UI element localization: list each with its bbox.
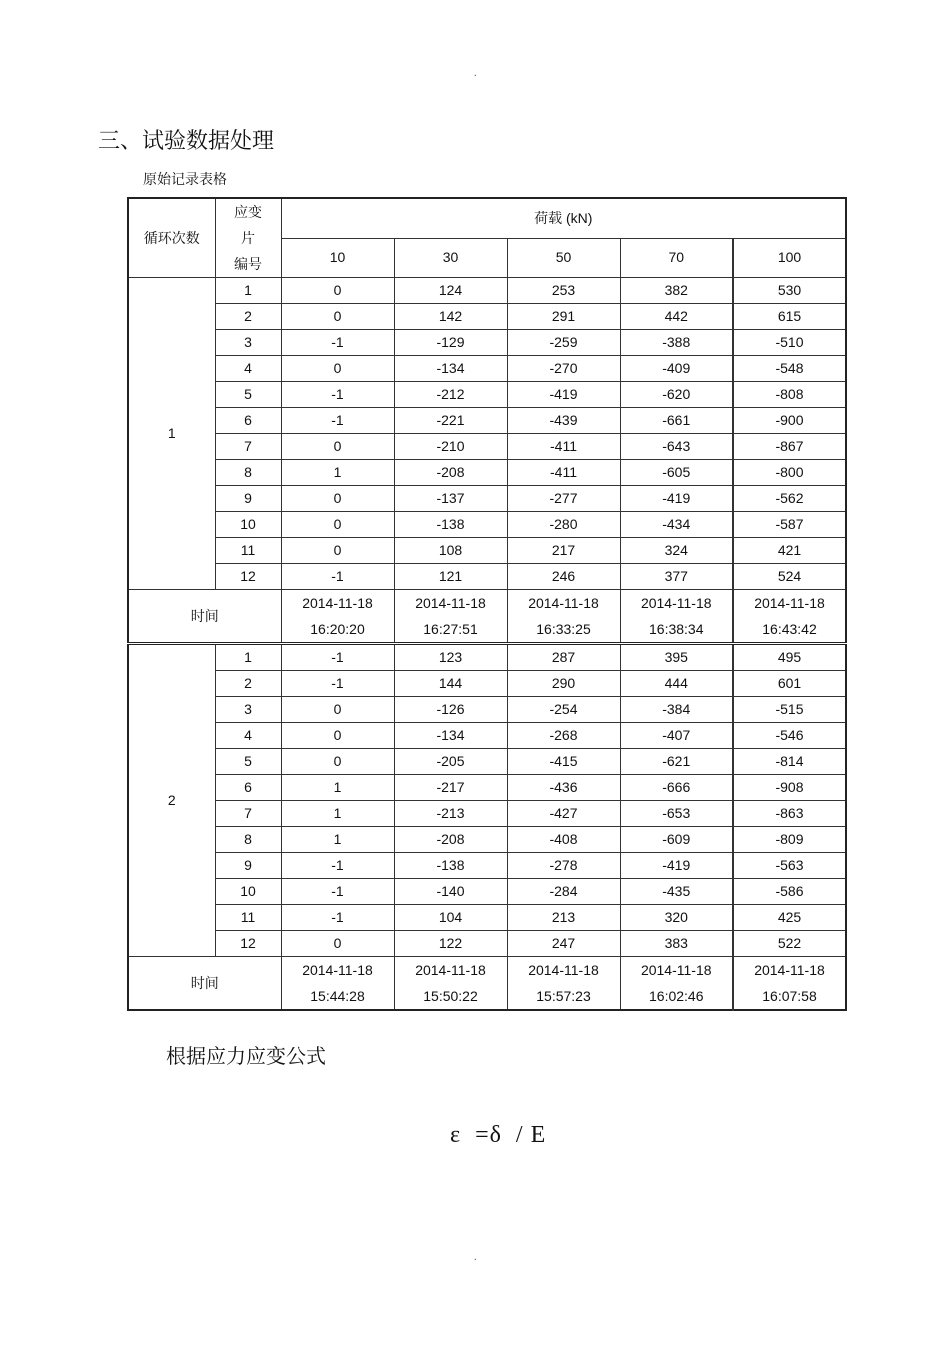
table-row (128, 801, 846, 827)
strain-value: -140 (394, 879, 507, 905)
strain-value: -407 (620, 723, 733, 749)
strain-value: -419 (507, 382, 620, 408)
timestamp-time: 16:27:51 (423, 621, 478, 637)
gauge-id: 9 (215, 486, 281, 512)
strain-value: -661 (620, 408, 733, 434)
timestamp-time: 16:02:46 (649, 988, 704, 1004)
table-row (128, 382, 846, 408)
strain-value: -411 (507, 460, 620, 486)
strain-value: 213 (507, 905, 620, 931)
strain-value: -217 (394, 775, 507, 801)
timestamp-cell (620, 590, 733, 644)
time-row (128, 957, 846, 1011)
strain-value: 524 (733, 564, 846, 590)
cycle-number: 1 (128, 278, 215, 590)
strain-value: 0 (281, 434, 394, 460)
time-label: 时间 (128, 590, 281, 644)
strain-value: -280 (507, 512, 620, 538)
strain-value: 104 (394, 905, 507, 931)
timestamp-time: 16:33:25 (536, 621, 591, 637)
header-gauge-line3: 编号 (234, 256, 262, 272)
gauge-id: 5 (215, 382, 281, 408)
strain-value: -1 (281, 382, 394, 408)
gauge-id: 1 (215, 278, 281, 304)
strain-value: 444 (620, 671, 733, 697)
strain-value: -1 (281, 905, 394, 931)
strain-value: 425 (733, 905, 846, 931)
strain-value: 0 (281, 749, 394, 775)
gauge-id: 11 (215, 538, 281, 564)
timestamp-date: 2014-11-18 (640, 595, 712, 611)
strain-value: 287 (507, 644, 620, 671)
strain-value: -277 (507, 486, 620, 512)
strain-value: 124 (394, 278, 507, 304)
strain-value: 382 (620, 278, 733, 304)
section-title: 三、试验数据处理 (98, 129, 275, 154)
timestamp-cell (733, 590, 846, 644)
gauge-id: 4 (215, 723, 281, 749)
table-row (128, 564, 846, 590)
table-row (128, 644, 846, 671)
table-row (128, 723, 846, 749)
timestamp-date: 2014-11-18 (302, 962, 373, 978)
strain-value: 601 (733, 671, 846, 697)
time-row (128, 590, 846, 644)
strain-value: -270 (507, 356, 620, 382)
timestamp-time: 15:44:28 (310, 988, 365, 1004)
strain-value: 122 (394, 931, 507, 957)
strain-value: 530 (733, 278, 846, 304)
timestamp-date: 2014-11-18 (754, 595, 825, 611)
strain-value: -384 (620, 697, 733, 723)
timestamp-cell (394, 590, 507, 644)
gauge-id: 12 (215, 931, 281, 957)
cycle-number: 2 (128, 644, 215, 957)
strain-value: -605 (620, 460, 733, 486)
strain-value: -1 (281, 408, 394, 434)
strain-value: -284 (507, 879, 620, 905)
timestamp-time: 16:38:34 (649, 621, 704, 637)
strain-value: 0 (281, 356, 394, 382)
strain-value: -1 (281, 330, 394, 356)
strain-value: -434 (620, 512, 733, 538)
strain-value: 495 (733, 644, 846, 671)
table-row (128, 512, 846, 538)
timestamp-time: 16:07:58 (762, 988, 817, 1004)
gauge-id: 2 (215, 671, 281, 697)
table-row (128, 931, 846, 957)
strain-value: -809 (733, 827, 846, 853)
gauge-id: 6 (215, 775, 281, 801)
strain-value: 1 (281, 775, 394, 801)
strain-value: 0 (281, 486, 394, 512)
timestamp-cell (733, 957, 846, 1011)
strain-value: -1 (281, 853, 394, 879)
strain-value: 0 (281, 931, 394, 957)
table-row (128, 749, 846, 775)
strain-value: -620 (620, 382, 733, 408)
header-gauge (215, 198, 281, 278)
table-row (128, 775, 846, 801)
strain-value: -814 (733, 749, 846, 775)
timestamp-time: 16:43:42 (762, 621, 817, 637)
page-top-mark: . (474, 68, 477, 79)
strain-value: -800 (733, 460, 846, 486)
gauge-id: 8 (215, 460, 281, 486)
strain-value: -427 (507, 801, 620, 827)
strain-value: -259 (507, 330, 620, 356)
strain-value: 0 (281, 304, 394, 330)
strain-value: 615 (733, 304, 846, 330)
strain-value: -278 (507, 853, 620, 879)
strain-value: 324 (620, 538, 733, 564)
strain-value: 0 (281, 512, 394, 538)
strain-value: -653 (620, 801, 733, 827)
strain-value: -510 (733, 330, 846, 356)
timestamp-time: 15:50:22 (423, 988, 478, 1004)
timestamp-time: 15:57:23 (536, 988, 591, 1004)
strain-value: -546 (733, 723, 846, 749)
strain-value: -254 (507, 697, 620, 723)
strain-value: -587 (733, 512, 846, 538)
table-row (128, 697, 846, 723)
header-gauge-line2: 片 (241, 230, 255, 246)
table-row (128, 879, 846, 905)
gauge-id: 12 (215, 564, 281, 590)
table-row (128, 905, 846, 931)
gauge-id: 9 (215, 853, 281, 879)
strain-value: 383 (620, 931, 733, 957)
table-row (128, 853, 846, 879)
strain-value: -609 (620, 827, 733, 853)
header-load-value: 50 (507, 238, 620, 278)
table-row (128, 827, 846, 853)
timestamp-date: 2014-11-18 (754, 962, 825, 978)
strain-value: -134 (394, 356, 507, 382)
strain-value: -138 (394, 512, 507, 538)
strain-value: -137 (394, 486, 507, 512)
timestamp-date: 2014-11-18 (528, 595, 599, 611)
strain-value: -411 (507, 434, 620, 460)
table-row (128, 671, 846, 697)
strain-value: 1 (281, 801, 394, 827)
strain-value: -863 (733, 801, 846, 827)
strain-value: -213 (394, 801, 507, 827)
strain-value: 142 (394, 304, 507, 330)
timestamp-date: 2014-11-18 (640, 962, 712, 978)
table-row (128, 434, 846, 460)
strain-value: -900 (733, 408, 846, 434)
strain-value: -548 (733, 356, 846, 382)
strain-value: -515 (733, 697, 846, 723)
strain-value: -210 (394, 434, 507, 460)
strain-value: -643 (620, 434, 733, 460)
strain-value: 377 (620, 564, 733, 590)
strain-value: -563 (733, 853, 846, 879)
strain-value: -435 (620, 879, 733, 905)
gauge-id: 10 (215, 512, 281, 538)
strain-value: -415 (507, 749, 620, 775)
strain-value: 121 (394, 564, 507, 590)
strain-value: -409 (620, 356, 733, 382)
time-label: 时间 (128, 957, 281, 1011)
table-row (128, 278, 846, 304)
header-load-value: 70 (620, 238, 733, 278)
strain-value: -1 (281, 671, 394, 697)
table-row (128, 486, 846, 512)
strain-value: 522 (733, 931, 846, 957)
strain-data-table (127, 197, 847, 1011)
header-load: 荷载 (kN) (281, 198, 846, 238)
strain-value: 0 (281, 278, 394, 304)
timestamp-date: 2014-11-18 (528, 962, 599, 978)
strain-value: 442 (620, 304, 733, 330)
strain-value: -439 (507, 408, 620, 434)
table-row (128, 304, 846, 330)
strain-value: -908 (733, 775, 846, 801)
header-load-value: 30 (394, 238, 507, 278)
gauge-id: 7 (215, 801, 281, 827)
timestamp-cell (281, 590, 394, 644)
strain-value: 108 (394, 538, 507, 564)
strain-value: -138 (394, 853, 507, 879)
strain-value: -436 (507, 775, 620, 801)
strain-value: -129 (394, 330, 507, 356)
timestamp-cell (507, 590, 620, 644)
strain-value: -867 (733, 434, 846, 460)
table-row (128, 330, 846, 356)
gauge-id: 7 (215, 434, 281, 460)
strain-value: -208 (394, 460, 507, 486)
gauge-id: 11 (215, 905, 281, 931)
strain-value: 1 (281, 460, 394, 486)
strain-value: 291 (507, 304, 620, 330)
strain-value: -268 (507, 723, 620, 749)
strain-value: -134 (394, 723, 507, 749)
strain-value: 0 (281, 538, 394, 564)
strain-value: 123 (394, 644, 507, 671)
header-load-value: 100 (733, 238, 846, 278)
strain-value: -388 (620, 330, 733, 356)
gauge-id: 4 (215, 356, 281, 382)
strain-value: -208 (394, 827, 507, 853)
strain-value: 144 (394, 671, 507, 697)
strain-value: 290 (507, 671, 620, 697)
cycle-group-2 (128, 644, 846, 1011)
strain-value: 320 (620, 905, 733, 931)
timestamp-cell (394, 957, 507, 1011)
strain-value: 217 (507, 538, 620, 564)
strain-value: -562 (733, 486, 846, 512)
strain-value: 247 (507, 931, 620, 957)
table-row (128, 408, 846, 434)
gauge-id: 1 (215, 644, 281, 671)
strain-value: -126 (394, 697, 507, 723)
strain-value: -1 (281, 879, 394, 905)
strain-value: 395 (620, 644, 733, 671)
gauge-id: 10 (215, 879, 281, 905)
page-bottom-mark: . (474, 1252, 477, 1263)
timestamp-date: 2014-11-18 (415, 962, 486, 978)
gauge-id: 5 (215, 749, 281, 775)
gauge-id: 8 (215, 827, 281, 853)
strain-value: -1 (281, 644, 394, 671)
strain-value: 421 (733, 538, 846, 564)
strain-value: -408 (507, 827, 620, 853)
header-gauge-line1: 应变 (234, 204, 262, 220)
strain-value: 1 (281, 827, 394, 853)
header-row-1 (128, 198, 846, 238)
strain-value: 253 (507, 278, 620, 304)
strain-value: -1 (281, 564, 394, 590)
strain-value: -666 (620, 775, 733, 801)
gauge-id: 3 (215, 697, 281, 723)
strain-value: -221 (394, 408, 507, 434)
strain-value: -808 (733, 382, 846, 408)
strain-value: -586 (733, 879, 846, 905)
strain-value: -419 (620, 486, 733, 512)
timestamp-time: 16:20:20 (310, 621, 365, 637)
table-row (128, 356, 846, 382)
timestamp-cell (507, 957, 620, 1011)
strain-value: 246 (507, 564, 620, 590)
formula-intro: 根据应力应变公式 (166, 1044, 326, 1068)
strain-value: -419 (620, 853, 733, 879)
gauge-id: 6 (215, 408, 281, 434)
header-load-value: 10 (281, 238, 394, 278)
timestamp-cell (620, 957, 733, 1011)
stress-strain-formula: ε =δ / E (450, 1122, 547, 1148)
gauge-id: 2 (215, 304, 281, 330)
strain-value: 0 (281, 697, 394, 723)
strain-value: -621 (620, 749, 733, 775)
table-row (128, 460, 846, 486)
gauge-id: 3 (215, 330, 281, 356)
timestamp-cell (281, 957, 394, 1011)
table-row (128, 538, 846, 564)
strain-value: 0 (281, 723, 394, 749)
strain-value: -212 (394, 382, 507, 408)
table-caption: 原始记录表格 (143, 172, 227, 188)
cycle-group-1 (128, 278, 846, 644)
timestamp-date: 2014-11-18 (415, 595, 486, 611)
header-cycle: 循环次数 (128, 198, 215, 278)
strain-value: -205 (394, 749, 507, 775)
timestamp-date: 2014-11-18 (302, 595, 373, 611)
